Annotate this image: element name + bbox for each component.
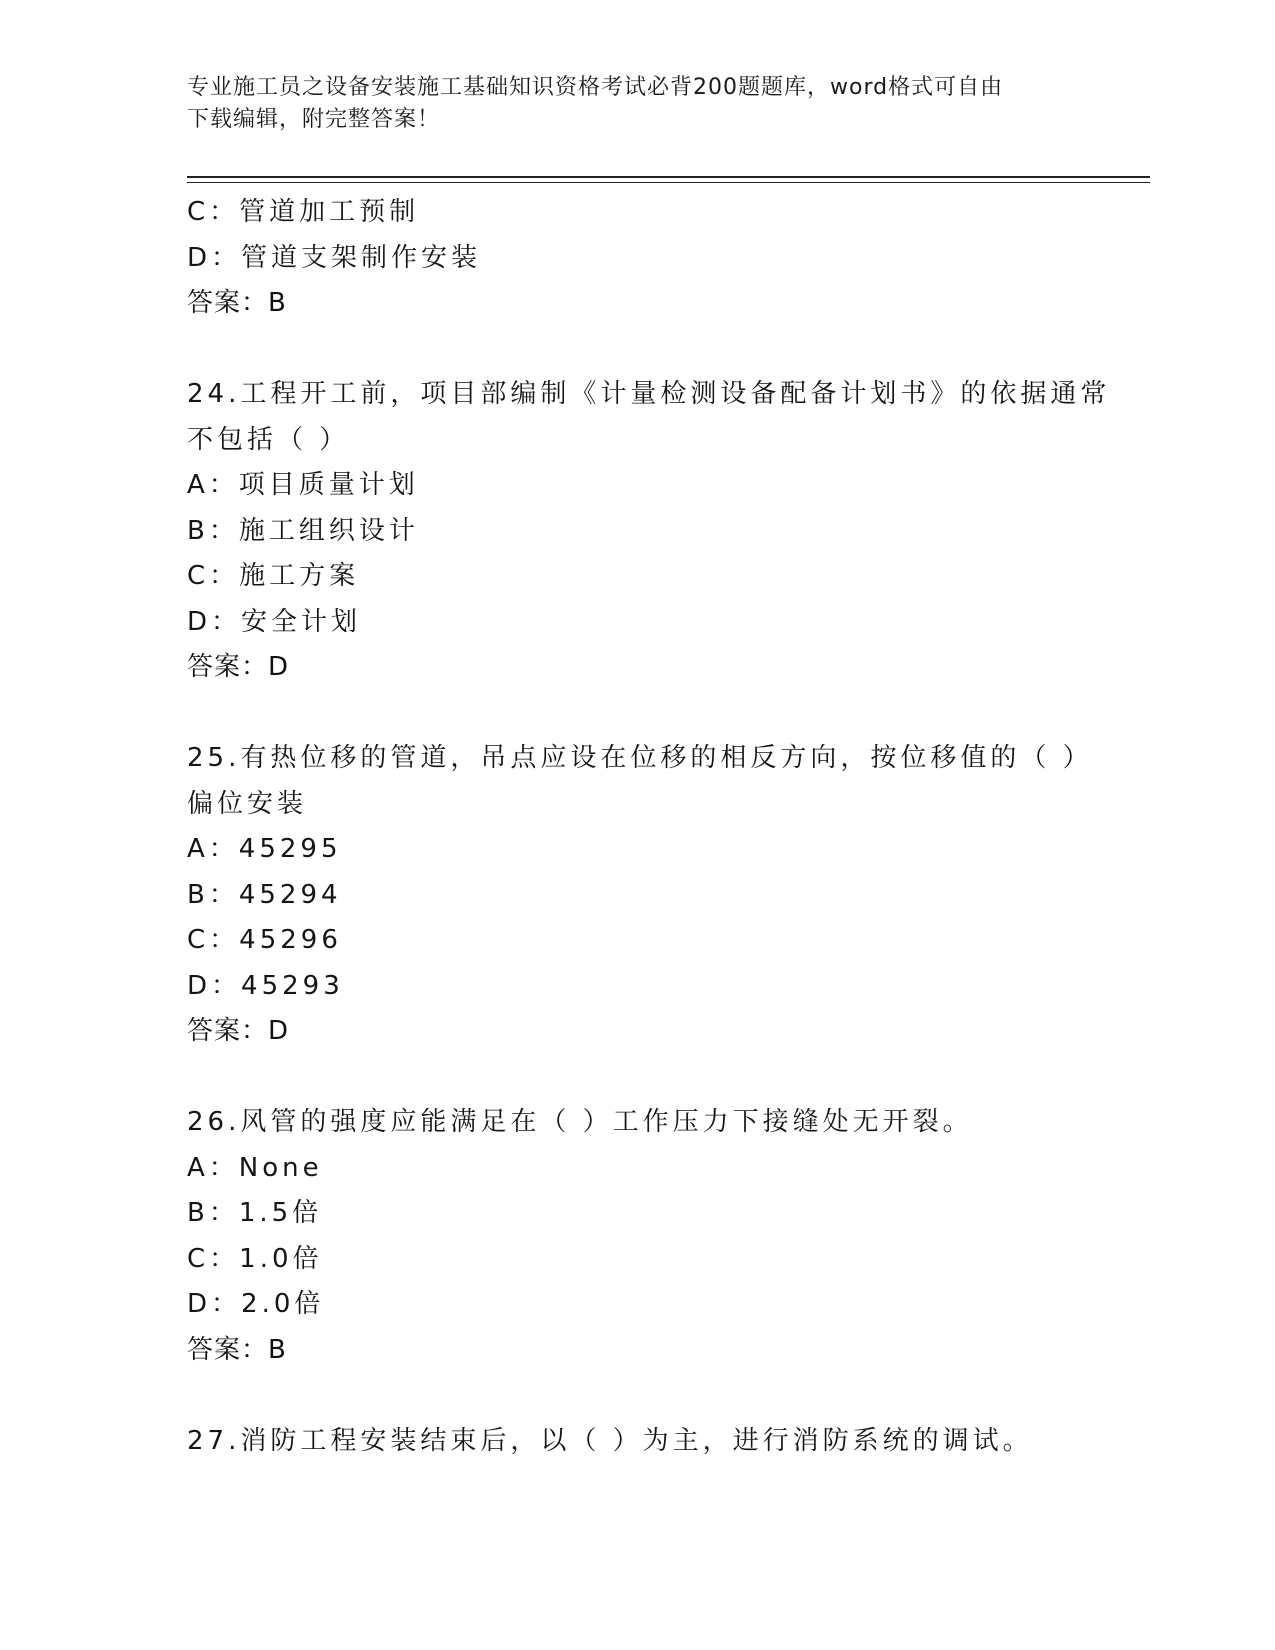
option-c: C：1.0倍 <box>187 1243 323 1274</box>
option-a: A：None <box>187 1152 323 1183</box>
option-c: C：施工方案 <box>187 561 360 591</box>
spacer <box>187 327 1087 373</box>
answer: 答案：B <box>187 1334 287 1365</box>
question-stem: 25.有热位移的管道，吊点应设在位移的相反方向，按位移值的（ ） <box>187 743 1093 773</box>
header-divider-thick <box>187 176 1150 178</box>
question-26 <box>187 1100 1087 1373</box>
option-d: D：45293 <box>187 970 344 1001</box>
header-line-1: 专业施工员之设备安装施工基础知识资格考试必背200题题库，word格式可自由 <box>187 75 1004 100</box>
answer: 答案：B <box>187 288 287 318</box>
spacer <box>187 691 1087 737</box>
document-header <box>187 72 1067 136</box>
question-stem: 24.工程开工前，项目部编制《计量检测设备配备计划书》的依据通常 <box>187 379 1111 409</box>
option-d: D：安全计划 <box>187 606 362 637</box>
question-27 <box>187 1419 1087 1465</box>
spacer <box>187 1373 1087 1419</box>
option-c: C：45296 <box>187 925 342 955</box>
question-stem-continued: 不包括（ ） <box>187 424 350 455</box>
option-b: B：施工组织设计 <box>187 515 419 546</box>
question-stem: 27.消防工程安装结束后，以（ ）为主，进行消防系统的调试。 <box>187 1425 1033 1456</box>
question-list <box>187 190 1111 1464</box>
question-24 <box>187 372 1111 691</box>
option-d: D：2.0倍 <box>187 1289 325 1319</box>
option-b: B：45294 <box>187 879 342 910</box>
option-a: A：45295 <box>187 834 342 864</box>
option-a: A：项目质量计划 <box>187 470 419 500</box>
question-25 <box>187 736 1093 1055</box>
spacer <box>187 1055 1087 1101</box>
question-stem: 26.风管的强度应能满足在（ ）工作压力下接缝处无开裂。 <box>187 1107 973 1137</box>
header-line-2: 下载编辑，附完整答案！ <box>187 107 441 132</box>
answer: 答案：D <box>187 1016 290 1046</box>
option-d: D：管道支架制作安装 <box>187 242 482 273</box>
header-divider-thin <box>187 182 1150 183</box>
answer: 答案：D <box>187 652 290 682</box>
option-b: B：1.5倍 <box>187 1198 323 1228</box>
question-stem-continued: 偏位安装 <box>187 788 308 819</box>
option-c: C：管道加工预制 <box>187 197 420 227</box>
question-23-tail <box>187 190 1087 327</box>
